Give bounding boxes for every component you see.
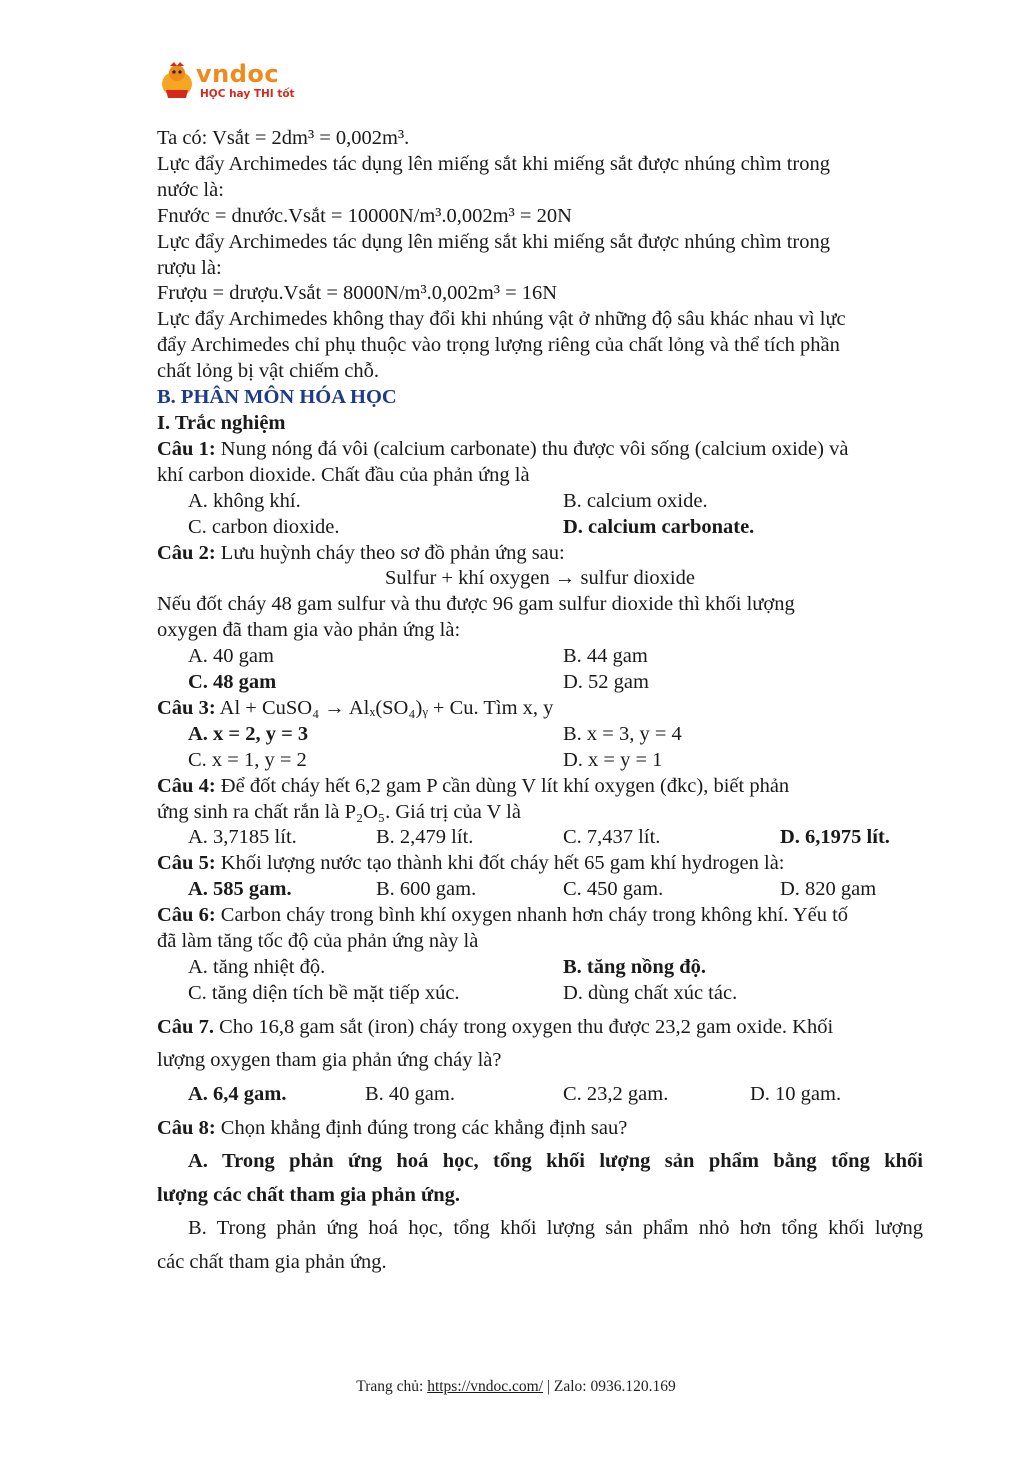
question-8 xyxy=(157,1112,923,1146)
q2-option-d: D. 52 gam xyxy=(563,671,649,694)
question-1-line-2: khí carbon dioxide. Chất đầu của phản ứng là xyxy=(157,463,530,486)
q6-options-row-1 xyxy=(157,955,923,981)
q3-option-d: D. x = y = 1 xyxy=(563,748,663,771)
question-7-line-2: lượng oxygen tham gia phản ứng cháy là? xyxy=(157,1049,502,1072)
q3-option-b: B. x = 3, y = 4 xyxy=(563,722,682,745)
q6-option-d: D. dùng chất xúc tác. xyxy=(563,981,738,1004)
question-4 xyxy=(157,774,923,800)
q5-option-c: C. 450 gam. xyxy=(563,878,664,901)
question-2 xyxy=(157,541,923,567)
question-label: Câu 4: xyxy=(157,774,216,797)
q2-option-c: C. 48 gam xyxy=(188,671,277,694)
q8-option-a-line-2: lượng các chất tham gia phản ứng. xyxy=(157,1183,461,1206)
q5-option-b: B. 600 gam. xyxy=(376,878,477,901)
q6-option-c: C. tăng diện tích bề mặt tiếp xúc. xyxy=(188,981,460,1004)
question-label: Câu 5: xyxy=(157,852,216,875)
question-7 xyxy=(157,1011,923,1045)
physics-line-8: Lực đẩy Archimedes không thay đổi khi nhúng vật ở những độ sâu khác nhau vì lực xyxy=(157,308,846,331)
q1-option-b: B. calcium oxide. xyxy=(563,489,708,512)
physics-line-2: Lực đẩy Archimedes tác dụng lên miếng sắt khi miếng sắt được nhúng chìm trong xyxy=(157,152,830,175)
q1-options-row-2 xyxy=(157,515,923,541)
q7-option-d: D. 10 gam. xyxy=(750,1083,842,1105)
footer-homepage-link[interactable]: https://vndoc.com/ xyxy=(427,1378,543,1395)
q2-option-a: A. 40 gam xyxy=(188,645,274,668)
mascot-icon xyxy=(156,60,198,102)
q1-option-d: D. calcium carbonate. xyxy=(563,515,755,538)
physics-formula-water: Fnước = dnước.Vsắt = 10000N/m³.0,002m³ = 20N xyxy=(157,204,572,227)
section-title: B. PHÂN MÔN HÓA HỌC xyxy=(157,386,397,409)
section-subtitle: I. Trắc nghiệm xyxy=(157,411,286,434)
physics-line-10: chất lỏng bị vật chiếm chỗ. xyxy=(157,360,380,383)
question-2-line-3: oxygen đã tham gia vào phản ứng là: xyxy=(157,619,461,642)
physics-line-5: Lực đẩy Archimedes tác dụng lên miếng sắt khi miếng sắt được nhúng chìm trong xyxy=(157,230,830,253)
question-6 xyxy=(157,903,923,929)
q2-options-row-1 xyxy=(157,644,923,670)
q3-options-row-1 xyxy=(157,722,923,748)
question-text: Al + CuSO₄ → Alₓ(SO₄)ᵧ + Cu. Tìm x, y xyxy=(215,696,554,719)
q5-options-row xyxy=(157,877,923,903)
question-label: Câu 7. xyxy=(157,1015,214,1038)
q5-option-a: A. 585 gam. xyxy=(188,878,292,901)
q2-reaction-scheme: Sulfur + khí oxygen → sulfur dioxide xyxy=(385,567,695,590)
physics-line-6: rượu là: xyxy=(157,256,222,279)
q3-options-row-2 xyxy=(157,748,923,774)
q4-option-c: C. 7,437 lít. xyxy=(563,826,661,849)
physics-formula-alcohol: Frượu = drượu.Vsắt = 8000N/m³.0,002m³ = 16N xyxy=(157,282,558,305)
question-4-line-2: ứng sinh ra chất rắn là P₂O₅. Giá trị của V là xyxy=(157,800,521,823)
q1-option-c: C. carbon dioxide. xyxy=(188,515,340,538)
page-content xyxy=(157,126,923,1280)
q2-option-b: B. 44 gam xyxy=(563,645,648,668)
question-label: Câu 1: xyxy=(157,437,216,460)
question-3 xyxy=(157,696,923,722)
question-text: Lưu huỳnh cháy theo sơ đồ phản ứng sau: xyxy=(215,541,565,564)
q1-option-a: A. không khí. xyxy=(188,489,301,512)
footer-prefix: Trang chủ: xyxy=(356,1378,428,1395)
question-text: Nung nóng đá vôi (calcium carbonate) thu được vôi sống (calcium oxide) và xyxy=(215,437,849,460)
question-text: Chọn khẳng định đúng trong các khẳng định sau? xyxy=(215,1116,628,1139)
q6-option-b: B. tăng nồng độ. xyxy=(563,956,706,978)
question-7-block xyxy=(157,1011,923,1280)
q1-options-row-1 xyxy=(157,489,923,515)
question-text: Khối lượng nước tạo thành khi đốt cháy hết 65 gam khí hydrogen là: xyxy=(215,852,785,875)
physics-line-9: đẩy Archimedes chỉ phụ thuộc vào trọng lượng riêng của chất lỏng và thể tích phần xyxy=(157,334,840,357)
q6-option-a: A. tăng nhiệt độ. xyxy=(188,956,326,978)
q3-option-a: A. x = 2, y = 3 xyxy=(188,722,309,745)
q7-options-row xyxy=(157,1078,923,1112)
physics-line-3: nước là: xyxy=(157,178,224,201)
q4-option-a: A. 3,7185 lít. xyxy=(188,826,297,849)
q4-option-d: D. 6,1975 lít. xyxy=(780,826,890,849)
q5-option-d: D. 820 gam xyxy=(780,878,877,901)
q4-option-b: B. 2,479 lít. xyxy=(376,826,474,849)
logo-slogan: HỌC hay THI tốt xyxy=(200,88,295,100)
q8-option-a-line-1: A. Trong phản ứng hoá học, tổng khối lượng sản phẩm bằng tổng khối xyxy=(188,1150,923,1173)
q6-options-row-2 xyxy=(157,981,923,1007)
q8-option-b-line-1: B. Trong phản ứng hoá học, tổng khối lượng sản phẩm nhỏ hơn tổng khối lượng xyxy=(188,1217,923,1240)
q7-option-b: B. 40 gam. xyxy=(365,1083,455,1105)
question-1 xyxy=(157,437,923,463)
question-text: Cho 16,8 gam sắt (iron) cháy trong oxygen thu được 23,2 gam oxide. Khối xyxy=(213,1015,834,1038)
question-label: Câu 6: xyxy=(157,904,216,927)
q4-options-row xyxy=(157,825,923,851)
question-label: Câu 2: xyxy=(157,541,216,564)
vndoc-logo xyxy=(156,60,296,104)
question-label: Câu 8: xyxy=(157,1116,216,1139)
question-label: Câu 3: xyxy=(157,696,216,719)
logo-brand: vndoc xyxy=(196,60,280,88)
question-2-line-2: Nếu đốt cháy 48 gam sulfur và thu được 96 gam sulfur dioxide thì khối lượng xyxy=(157,593,795,616)
question-6-line-2: đã làm tăng tốc độ của phản ứng này là xyxy=(157,930,479,953)
question-5 xyxy=(157,851,923,877)
footer-contact: | Zalo: 0936.120.169 xyxy=(543,1378,676,1395)
q2-options-row-2 xyxy=(157,670,923,696)
q7-option-c: C. 23,2 gam. xyxy=(563,1083,669,1105)
page-footer xyxy=(0,1378,1032,1396)
q8-option-b-line-2: các chất tham gia phản ứng. xyxy=(157,1250,387,1273)
q3-option-c: C. x = 1, y = 2 xyxy=(188,748,307,771)
q7-option-a: A. 6,4 gam. xyxy=(188,1083,287,1105)
question-text: Carbon cháy trong bình khí oxygen nhanh hơn cháy trong không khí. Yếu tố xyxy=(215,904,849,927)
physics-line-1: Ta có: Vsắt = 2dm³ = 0,002m³. xyxy=(157,127,410,149)
question-text: Để đốt cháy hết 6,2 gam P cần dùng V lít khí oxygen (đkc), biết phản xyxy=(215,774,790,797)
